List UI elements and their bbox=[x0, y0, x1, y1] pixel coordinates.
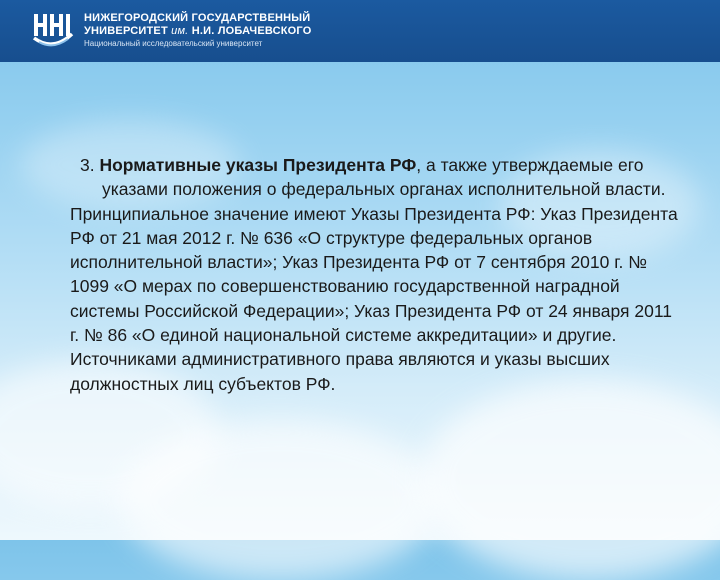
university-name-line1: НИЖЕГОРОДСКИЙ ГОСУДАРСТВЕННЫЙ bbox=[84, 12, 311, 24]
list-item-3 bbox=[70, 153, 682, 202]
university-name-line2-suffix: Н.И. ЛОБАЧЕВСКОГО bbox=[188, 25, 312, 37]
paragraph-decrees: Принципиальное значение имеют Указы Президента РФ: Указ Президента РФ от 21 мая 2012 г. № 636 «О структуре федеральных органов исполнительной власти»; Указ Президента РФ от 7 сентября 2010 г. № 1099 «О мерах по совершенствованию государственной наградной системы Российской Федерации»; Указ Президента РФ от 24 января 2011 г. № 86 «О единой национальной системе аккредитации» и другие. bbox=[70, 203, 678, 346]
header-bar bbox=[0, 0, 720, 62]
unn-logo-icon bbox=[30, 8, 76, 54]
item-number: 3. bbox=[80, 155, 100, 175]
item-heading: Нормативные указы Президента РФ bbox=[99, 155, 417, 175]
university-name-line2-im: им. bbox=[171, 25, 189, 37]
university-name-line2-prefix: УНИВЕРСИТЕТ bbox=[84, 25, 172, 37]
item-text: , а также утверждаемые его указами положения о федеральных органах исполнительной власти. bbox=[102, 155, 666, 200]
university-name-line2 bbox=[84, 25, 311, 38]
cloud bbox=[420, 380, 720, 580]
paragraph-sources: Источниками административного права являются и указы высших должностных лиц субъектов РФ. bbox=[70, 349, 610, 394]
university-name bbox=[84, 12, 311, 49]
university-subtitle: Национальный исследовательский университет bbox=[84, 39, 263, 48]
slide-body bbox=[70, 153, 682, 396]
cloud bbox=[120, 420, 440, 580]
